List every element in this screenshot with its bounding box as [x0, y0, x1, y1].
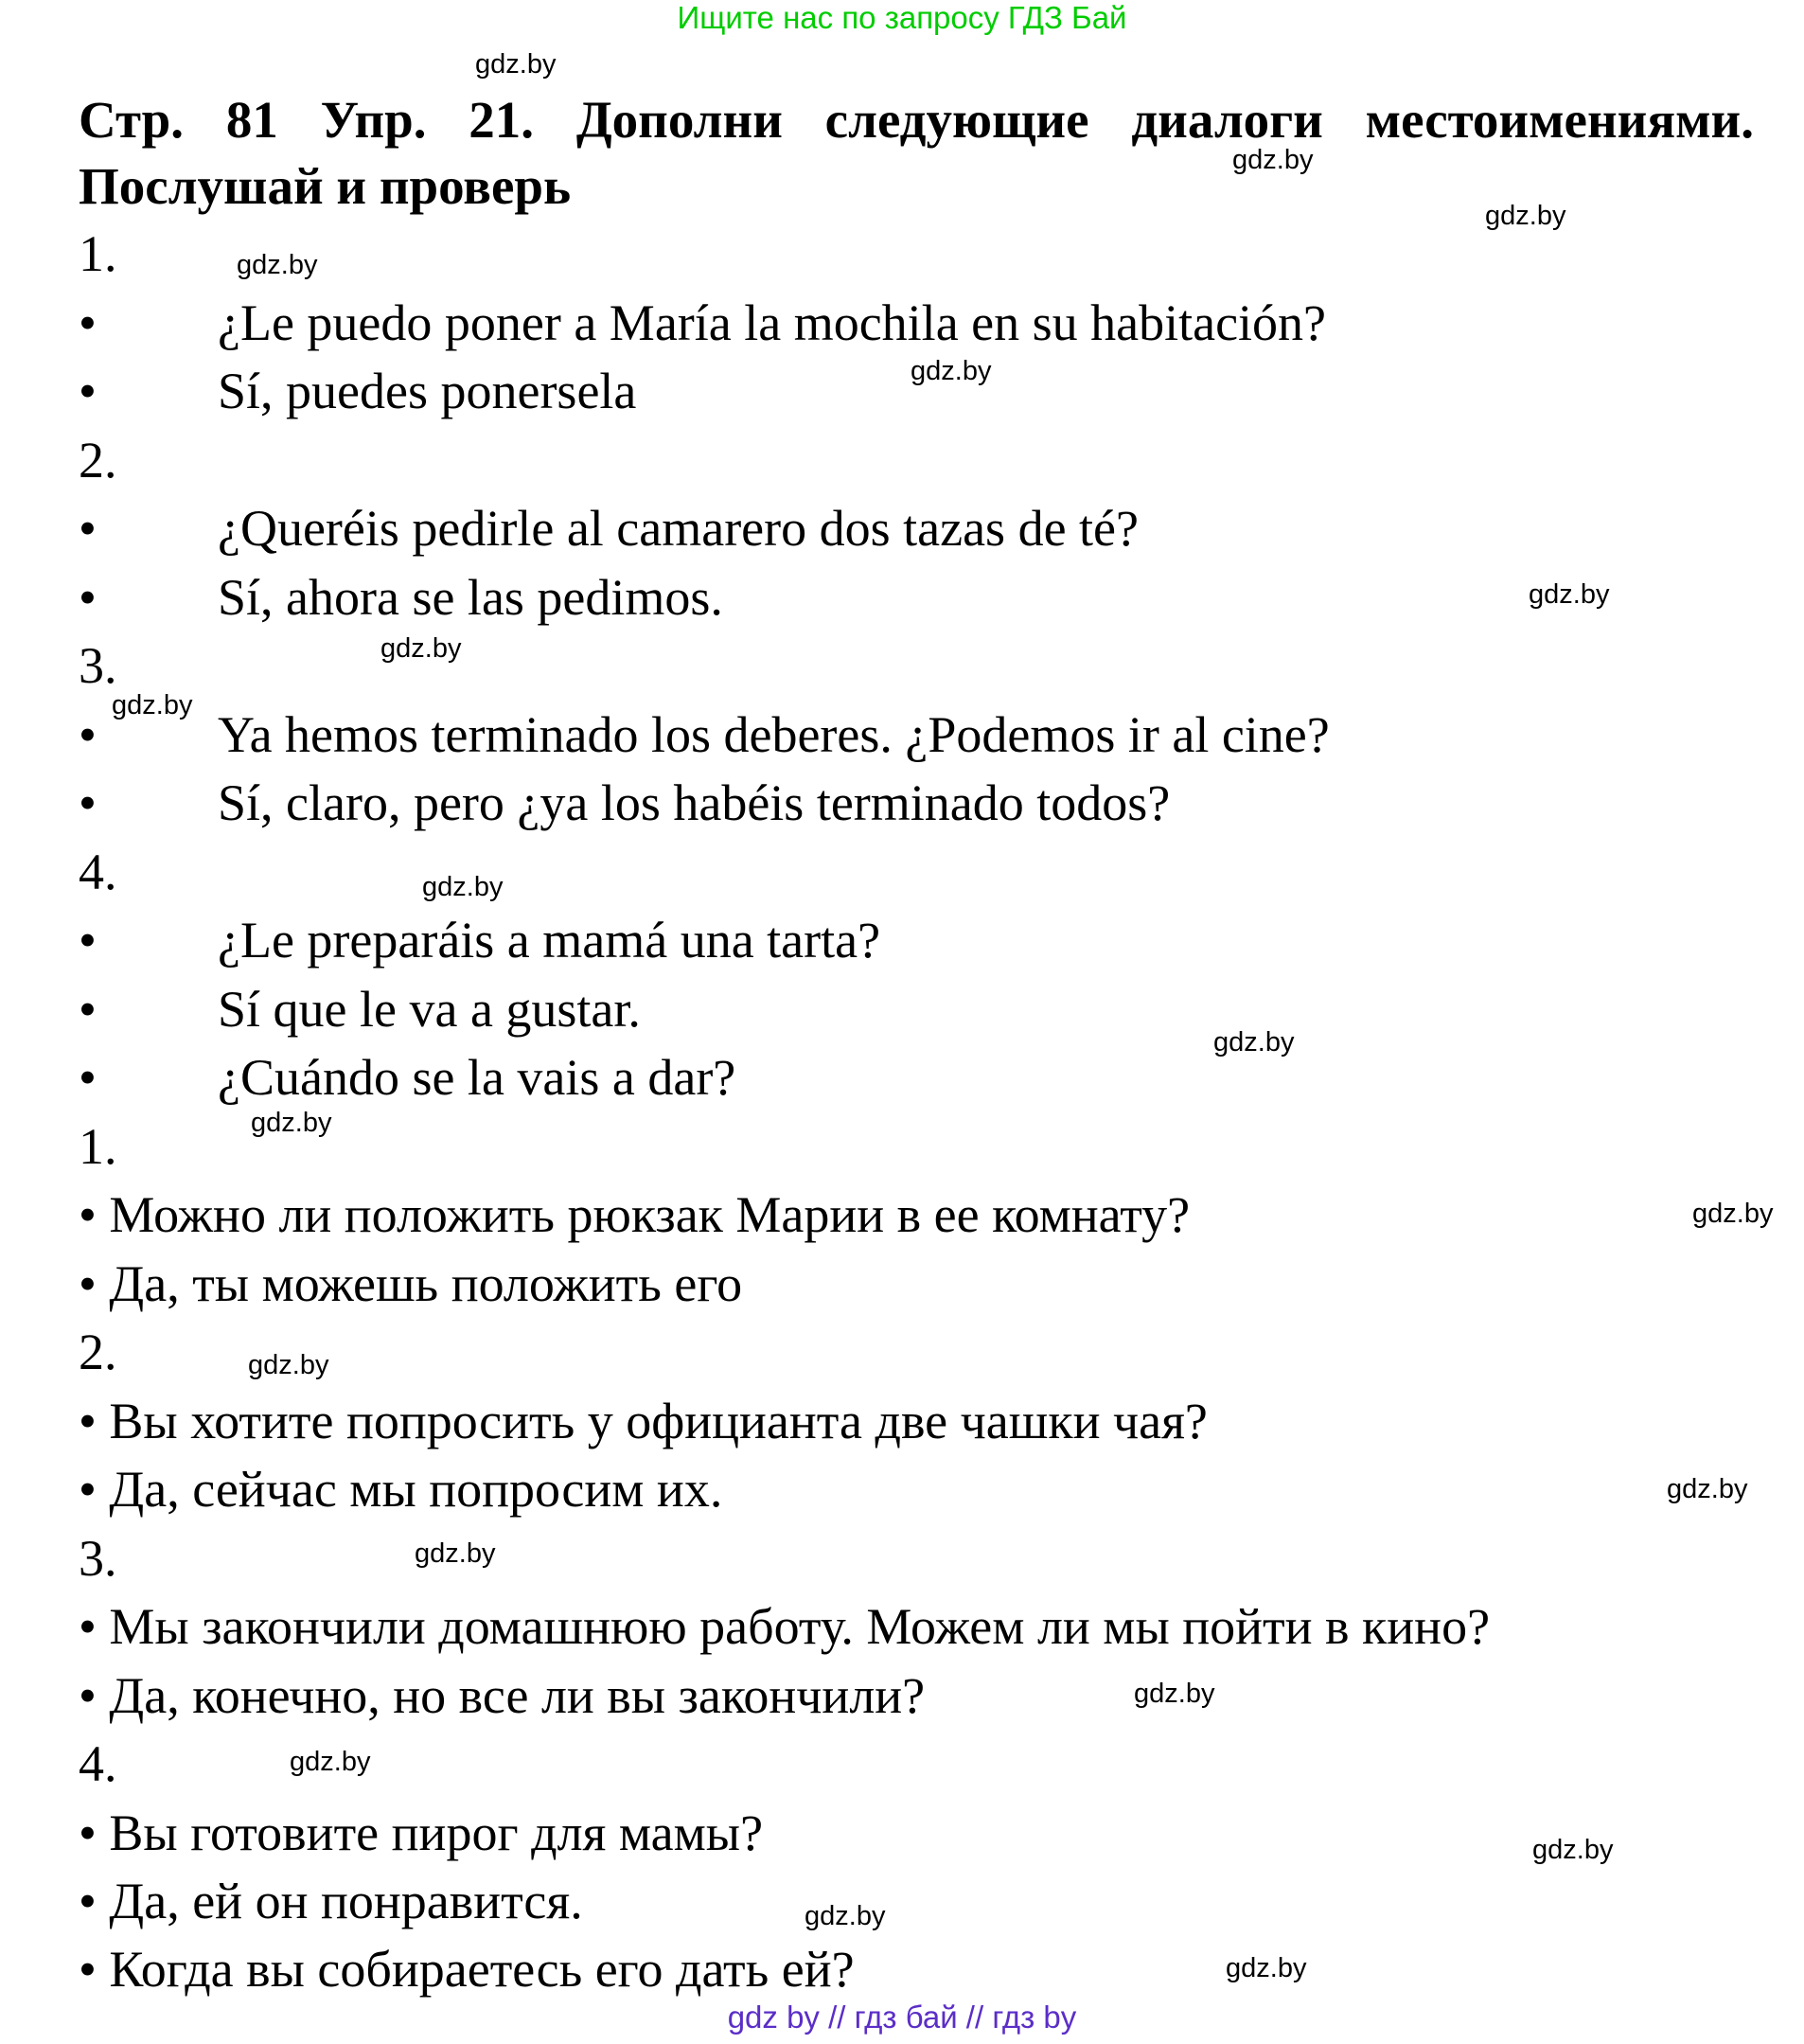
- watermark: gdz.by: [237, 250, 318, 280]
- dialogue-line: Sí, puedes ponersela: [218, 363, 637, 419]
- watermark: gdz.by: [248, 1350, 329, 1380]
- watermark: gdz.by: [805, 1901, 886, 1931]
- watermark: gdz.by: [422, 872, 504, 902]
- bullet: •: [79, 706, 97, 763]
- watermark: gdz.by: [251, 1108, 332, 1138]
- watermark: gdz.by: [1529, 579, 1610, 610]
- watermark: gdz.by: [1667, 1474, 1748, 1504]
- dialogue-line: Ya hemos terminado los deberes. ¿Podemos ir al cine?: [218, 706, 1330, 763]
- dialogue-line: ¿Cuándo se la vais a dar?: [218, 1049, 736, 1106]
- bullet: •: [79, 500, 97, 557]
- watermark: gdz.by: [380, 633, 462, 664]
- dialogue-number: 1.: [79, 225, 117, 282]
- top-banner-link[interactable]: Ищите нас по запросу ГДЗ Бай: [677, 0, 1127, 35]
- watermark: gdz.by: [1232, 145, 1314, 175]
- bullet: •: [79, 363, 97, 419]
- watermark: gdz.by: [475, 49, 557, 80]
- bullet: •: [79, 774, 97, 831]
- translation-number: 2.: [79, 1324, 117, 1380]
- watermark: gdz.by: [415, 1538, 496, 1569]
- translation-line: • Да, ты можешь положить его: [79, 1255, 743, 1312]
- exercise-title: Стр. 81 Упр. 21. Дополни следующие диалоги местоимениями. Послушай и проверь: [79, 91, 1754, 215]
- watermark: gdz.by: [290, 1747, 371, 1777]
- watermark: gdz.by: [1134, 1679, 1215, 1709]
- bullet: •: [79, 912, 97, 969]
- watermark: gdz.by: [1532, 1835, 1614, 1865]
- dialogue-line: ¿Queréis pedirle al camarero dos tazas de té?: [218, 500, 1139, 557]
- dialogue-line: ¿Le preparáis a mamá una tarta?: [218, 912, 881, 969]
- dialogue-line: Sí, ahora se las pedimos.: [218, 569, 723, 626]
- dialogue-line: Sí que le va a gustar.: [218, 981, 641, 1038]
- translation-line: • Можно ли положить рюкзак Марии в ее комнату?: [79, 1186, 1191, 1243]
- translation-line: • Когда вы собираетесь его дать ей?: [79, 1941, 855, 1998]
- dialogue-line: Sí, claro, pero ¿ya los habéis terminado todos?: [218, 774, 1171, 831]
- translation-line: • Да, конечно, но все ли вы закончили?: [79, 1667, 926, 1724]
- footer-links[interactable]: gdz by // гдз бай // гдз by: [727, 2000, 1077, 2035]
- bullet: •: [79, 294, 97, 351]
- dialogue-number: 3.: [79, 637, 117, 694]
- translation-number: 4.: [79, 1735, 117, 1792]
- bullet: •: [79, 981, 97, 1038]
- dialogue-number: 2.: [79, 432, 117, 489]
- translation-number: 1.: [79, 1118, 117, 1175]
- dialogue-number: 4.: [79, 844, 117, 900]
- translation-number: 3.: [79, 1530, 117, 1587]
- watermark: gdz.by: [1226, 1953, 1307, 1983]
- watermark: gdz.by: [1213, 1027, 1295, 1058]
- watermark: gdz.by: [1692, 1199, 1774, 1229]
- translation-line: • Да, ей он понравится.: [79, 1873, 583, 1929]
- translation-line: • Мы закончили домашнюю работу. Можем ли мы пойти в кино?: [79, 1598, 1491, 1655]
- bullet: •: [79, 1049, 97, 1106]
- watermark: gdz.by: [1485, 201, 1566, 231]
- watermark: gdz.by: [112, 690, 193, 720]
- dialogue-line: ¿Le puedo poner a María la mochila en su habitación?: [218, 294, 1327, 351]
- bullet: •: [79, 569, 97, 626]
- translation-line: • Вы хотите попросить у официанта две чашки чая?: [79, 1393, 1208, 1449]
- watermark: gdz.by: [911, 356, 992, 386]
- translation-line: • Да, сейчас мы попросим их.: [79, 1461, 723, 1518]
- translation-line: • Вы готовите пирог для мамы?: [79, 1804, 764, 1861]
